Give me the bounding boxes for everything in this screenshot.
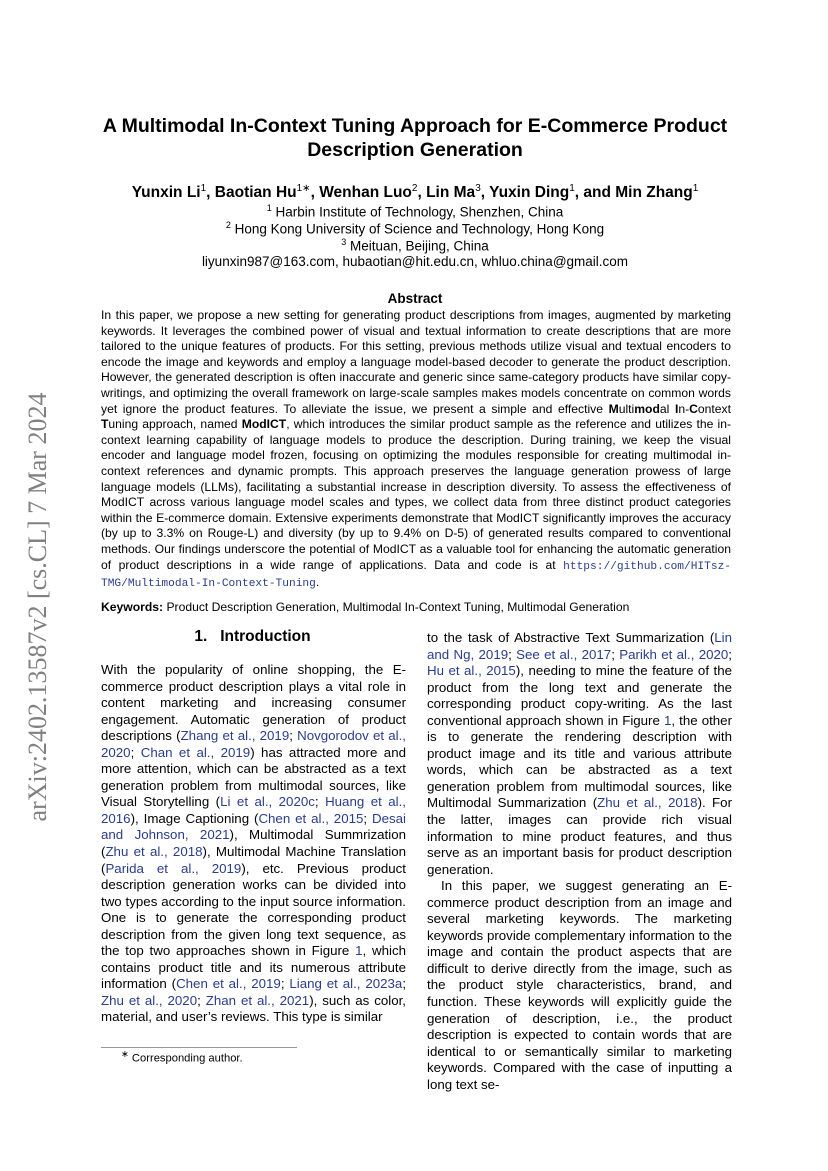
text-run: ; xyxy=(280,976,290,992)
text-run: to the task of Abstractive Text Summarization ( xyxy=(427,630,715,645)
author-affiliation-mark: 3 xyxy=(475,183,481,194)
citation-link[interactable]: 1 xyxy=(355,943,363,959)
keywords-line: Keywords: Product Description Generation, Multimodal In-Context Tuning, Multimodal Generation xyxy=(101,600,630,614)
author-name: Min Zhang xyxy=(615,184,693,202)
abstract-body: In this paper, we propose a new setting for generating product descriptions from images, augmented by marketing keywords. It leverages the combined power of visual and textual information to create descriptions that are more tailored to the unique features of products. For this setting, previous methods utilize visual and textual encoders to encode the image and keywords and employ a language model-based decoder to generate the product description. However, the generated description is often inaccurate and generic since same-category products have similar copy-writings, and optimizing the overall framework on large-scale samples makes models concentrate on common words yet ignore the product features. To alleviate the issue, we present a simple and effective Multimodal In-Context Tuning approach, named ModICT, which introduces the similar product sample as the reference and utilizes the in-context learning capability of language models to produce the description. During training, we keep the visual encoder and language model frozen, focusing on optimizing the modules responsible for creating multimodal in-context references and dynamic prompts. This approach preserves the language generation prowess of large language models (LLMs), facilitating a substantial increase in description diversity. To assess the effectiveness of ModICT across various language model scales and types, we collect data from three distinct product categories within the E-commerce domain. Extensive experiments demonstrate that ModICT significantly improves the accuracy (by up to 3.3% on Rouge-L) and diversity (by up to 9.4% on D-5) of generated results compared to conventional methods. Our findings underscore the potential of ModICT as a valuable tool for enhancing the automatic generation of product descriptions in a wide range of applications. Data and code is at https://github.com/HITsz-TMG/Multimodal-In-Context-Tuning. xyxy=(101,308,731,591)
text-run: ; xyxy=(728,646,732,662)
right-column xyxy=(427,630,732,1093)
text-run: , which contains product title and its numerous attribute information ( xyxy=(101,943,406,992)
citation-link[interactable]: Zhu et al., 2018 xyxy=(105,844,203,860)
paragraph xyxy=(427,878,732,1093)
text-run: ; xyxy=(508,646,517,662)
left-column xyxy=(101,662,406,1026)
paragraph xyxy=(101,662,406,1026)
code-url-link[interactable]: https://github.com/HITsz-TMG/Multimodal-In-Context-Tuning xyxy=(101,560,731,591)
text-run: ). For the latter, images can provide rich visual information to mine product features, and thus serve as an important basis for product description generation. xyxy=(427,795,732,877)
text-run: In this paper, we suggest generating an E-commerce product description from an image and several marketing keywords. The marketing keywords provide complementary information to the image and contain the product aspects that are difficult to derive directly from the image, such as the product style characteristics, brand, and function. These keywords will explicitly guide the generation of description, i.e., the product description is expected to contain words that are identical to or semantically similar to marketing keywords. Compared with the case of inputting a long text se- xyxy=(427,878,732,1092)
author-name: Lin Ma xyxy=(426,184,476,202)
model-name: ModICT xyxy=(241,417,287,432)
affiliation-3: $^3$ Meituan, Beijing, China xyxy=(341,237,489,254)
citation-link[interactable]: Desai and Johnson, 2021 xyxy=(101,810,407,843)
author-affiliation-mark: 1∗ xyxy=(296,183,311,194)
citation-link[interactable]: 1 xyxy=(663,712,672,728)
text-run: ; xyxy=(289,728,298,744)
citation-link[interactable]: Zhang et al., 2019 xyxy=(180,728,290,744)
text-run: ; xyxy=(130,744,141,760)
abstract-heading: Abstract xyxy=(387,291,443,306)
citation-link[interactable]: Parikh et al., 2020 xyxy=(619,646,729,662)
author-affiliation-mark: 1 xyxy=(569,183,575,194)
citation-link[interactable]: Lin and Ng, 2019 xyxy=(427,630,732,662)
citation-link[interactable]: Novgorodov et al., 2020 xyxy=(101,728,406,760)
affiliation-2: $^2$ Hong Kong University of Science and Technology, Hong Kong xyxy=(225,220,605,237)
text-run: With the popularity of online shopping, the E-commerce product description plays a vital role in content marketing and increasing consumer engagement. Automatic generation of product descriptions ( xyxy=(101,662,406,744)
footnote-divider xyxy=(101,1047,297,1048)
author-name: Wenhan Luo xyxy=(319,184,412,202)
text-run: ), Image Captioning ( xyxy=(130,810,259,826)
citation-link[interactable]: Zhan et al., 2021 xyxy=(205,992,310,1008)
text-run: ; xyxy=(314,794,326,810)
text-run: ; xyxy=(402,976,407,992)
author-affiliation-mark: 1 xyxy=(200,183,207,194)
text-run: ), Multimodal Machine Translation ( xyxy=(101,844,406,876)
author-name: Baotian Hu xyxy=(214,184,297,202)
citation-link[interactable]: Zhu et al., 2020 xyxy=(101,992,198,1008)
citation-link[interactable]: Parida et al., 2019 xyxy=(105,860,242,876)
text-run: ; xyxy=(197,992,206,1008)
text-run: ; xyxy=(363,810,373,826)
citation-link[interactable]: See et al., 2017 xyxy=(516,646,612,662)
text-run: , the other is to generate the rendering description with product image and its title and various attribute words, which can be abstracted as a text generation problem from multimodal sources, like Multimodal Summarization ( xyxy=(427,712,733,811)
keywords-label: Keywords: xyxy=(101,600,164,614)
text-run: ), such as color, material, and user’s reviews. This type is similar xyxy=(101,992,406,1025)
citation-link[interactable]: Chen et al., 2015 xyxy=(258,810,364,826)
citation-link[interactable]: Chen et al., 2019 xyxy=(176,976,281,992)
footnote-corresponding-author: ∗ Corresponding author. xyxy=(121,1049,243,1065)
author-name: Yuxin Ding xyxy=(489,184,570,202)
citation-link[interactable]: Hu et al., 2015 xyxy=(427,663,516,679)
author-affiliation-mark: 2 xyxy=(411,183,418,194)
author-emails: liyunxin987@163.com, hubaotian@hit.edu.cn, whluo.china@gmail.com xyxy=(201,254,629,269)
author-name: Yunxin Li xyxy=(131,184,201,202)
text-run: ) has attracted more and more attention, which can be abstracted as a text generation problem from multimodal sources, like Visual Storytelling ( xyxy=(101,744,406,810)
author-affiliation-mark: 1 xyxy=(692,183,699,194)
text-run: ), needing to mine the feature of the product from the long text and generate the corresponding product copy-writing. As the last conventional approach shown in Figure xyxy=(427,663,732,728)
citation-link[interactable]: Huang et al., 2016 xyxy=(101,794,406,826)
citation-link[interactable]: Li et al., 2020c xyxy=(220,794,315,810)
affiliation-1: $^1$ Harbin Institute of Technology, Shenzhen, China xyxy=(266,203,564,220)
arxiv-identifier: arXiv:2402.13587v2 [cs.CL] 7 Mar 2024 xyxy=(23,392,52,822)
paper-title: A Multimodal In-Context Tuning Approach for E-Commerce Product Description Generation xyxy=(102,115,728,161)
citation-link[interactable]: Liang et al., 2023a xyxy=(289,976,403,992)
author-list: Yunxin Li$^1$, Baotian $Hu^{1∗}$, Wenhan Luo$^2$, Lin Ma$^3$, Yuxin Ding$^1$, and Min Zhang$^1$ xyxy=(131,183,699,202)
text-run: ; xyxy=(611,646,620,662)
text-run: ), Multimodal Summrization ( xyxy=(101,827,406,860)
section-heading-introduction: 1. Introduction xyxy=(194,628,311,645)
text-run: ), etc. Previous product description generation works can be divided into two types according to the input source information. One is to generate the corresponding product description from the given long text sequence, as the top two approaches shown in Figure xyxy=(101,860,406,959)
citation-link[interactable]: Chan et al., 2019 xyxy=(140,744,251,760)
citation-link[interactable]: Zhu et al., 2018 xyxy=(597,795,698,811)
paragraph xyxy=(427,630,732,878)
